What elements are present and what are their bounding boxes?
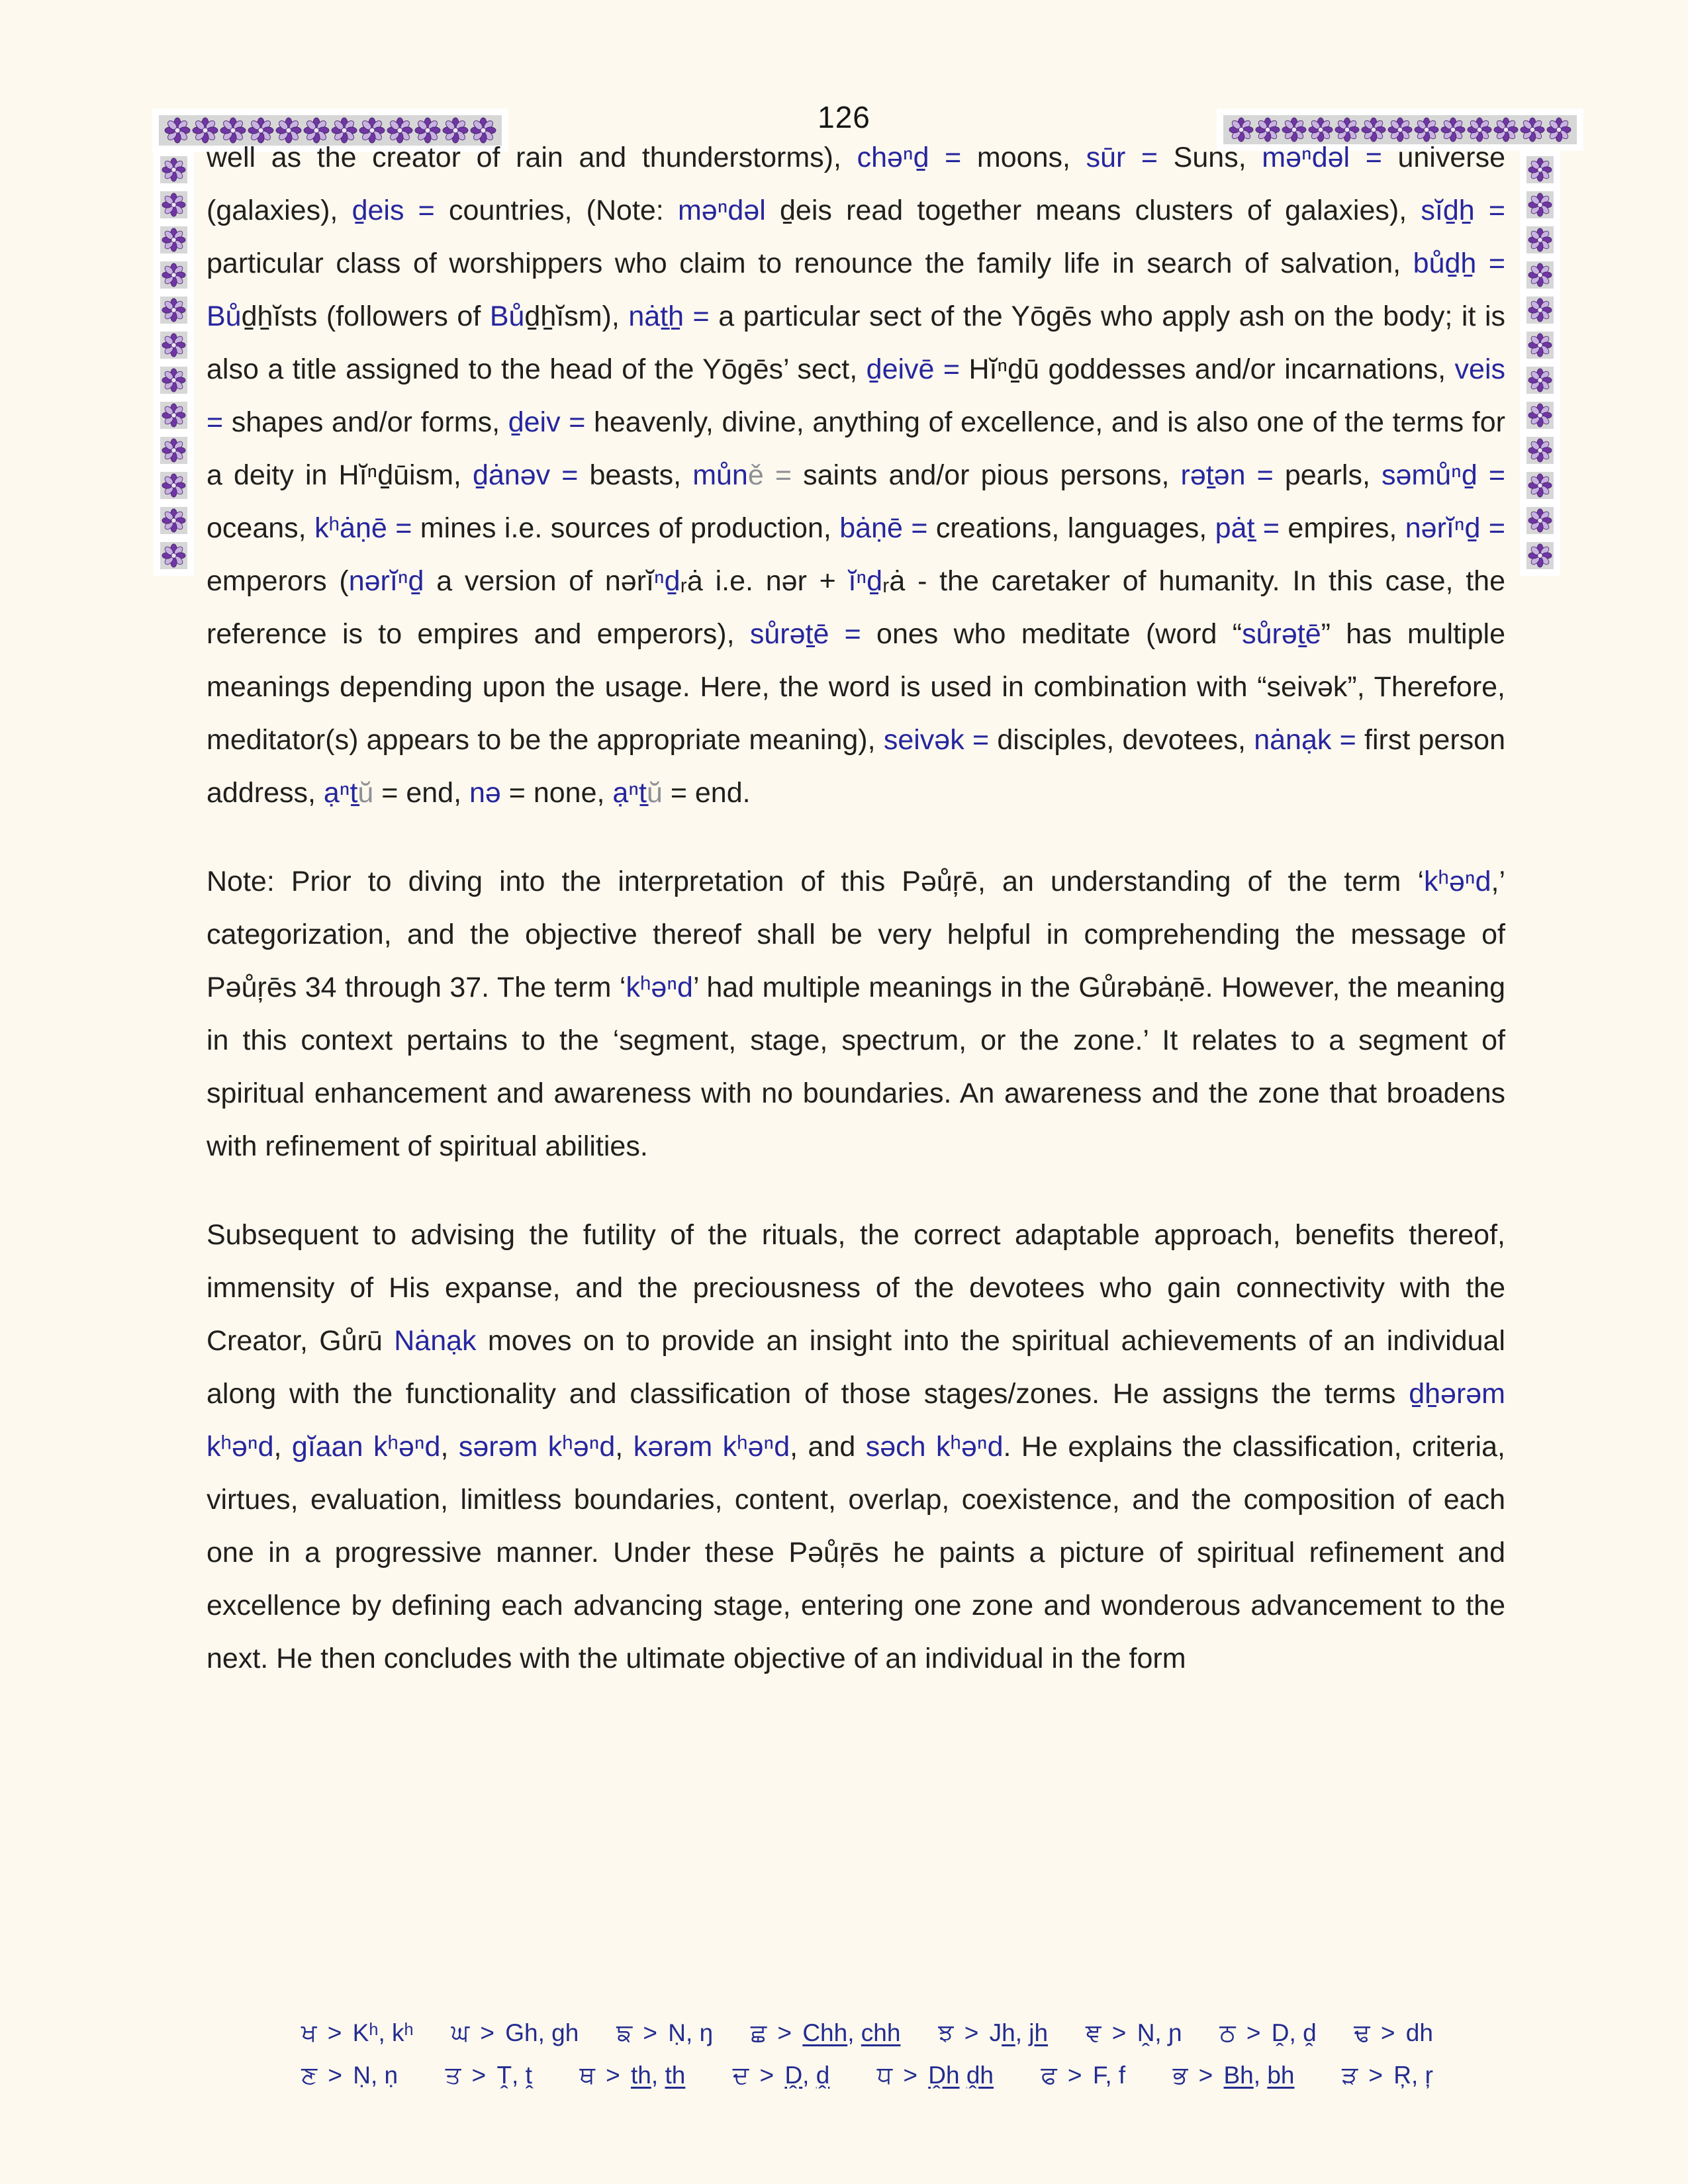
text-segment: ,: [651, 2062, 665, 2089]
text-segment: nərĭⁿd̠: [348, 565, 424, 597]
flower-tile: [1526, 332, 1554, 359]
text-segment: oceans,: [207, 512, 315, 544]
text-segment: bh: [1267, 2062, 1295, 2089]
text-segment: disciples, devotees,: [989, 724, 1254, 756]
gurmukhi-letter: ਠ: [1219, 2019, 1236, 2047]
flower-icon: [162, 403, 186, 428]
text-segment: d̠h̠ĭsm),: [524, 300, 629, 332]
flower-icon: [162, 263, 186, 287]
gurmukhi-letter: ਝ: [938, 2019, 954, 2047]
text-segment: , and: [790, 1431, 866, 1463]
text-segment: ⁿd̠: [654, 565, 680, 597]
key-separator: >: [957, 2019, 986, 2046]
text-segment: beasts,: [578, 459, 693, 491]
text-segment: heavenly, divine, anything of excellence, and is also one of the terms for a deity in Hĭⁿd̠ūism,: [207, 406, 1505, 491]
text-segment: h: [1034, 2019, 1049, 2046]
text-segment: səmůⁿd̠ =: [1382, 459, 1505, 491]
key-entry: [579, 2054, 685, 2097]
text-segment: = none,: [500, 777, 613, 809]
paragraph-glossary: [207, 131, 1505, 819]
text-segment: emperors (: [207, 565, 349, 597]
gurmukhi-letter: ਧ: [876, 2061, 893, 2089]
text-segment: Subsequent to advising the futility of the rituals, the correct adaptable approach, benefits thereof, immensity of His expanse, and the preciousness of the devotees who gain connectivity with the Creator, Gůrū: [207, 1219, 1505, 1357]
text-segment: first person address,: [207, 724, 1505, 809]
gurmukhi-letter: ੜ: [1341, 2061, 1358, 2089]
key-entry: [1354, 2012, 1433, 2054]
flower-tile: [160, 156, 187, 183]
flower-icon: [164, 117, 191, 144]
flower-icon: [1528, 543, 1552, 568]
flower-icon: [1546, 117, 1571, 142]
flower-icon: [162, 333, 186, 357]
main-text: [207, 131, 1505, 1685]
text-segment: ,: [273, 1431, 292, 1463]
flower-tile: [160, 296, 187, 324]
flower-tile: [160, 437, 187, 464]
flower-tile: [1526, 191, 1554, 218]
text-segment: Nȧnạk: [394, 1325, 477, 1357]
text-segment: th: [665, 2062, 686, 2089]
key-entry: [1173, 2054, 1295, 2097]
text-segment: Ṇ, ŋ: [668, 2019, 714, 2046]
gurmukhi-letter: ਖ: [301, 2019, 317, 2047]
text-segment: Ḓ, ḓ: [1271, 2019, 1317, 2046]
text-segment: məⁿdəl =: [1262, 142, 1382, 173]
text-segment: creations, languages,: [927, 512, 1215, 544]
flower-column: [1526, 156, 1554, 569]
key-entry: [616, 2012, 713, 2054]
text-segment: well as the creator of rain and thunderstorms),: [207, 142, 857, 173]
text-segment: sərəm kʰəⁿd: [458, 1431, 616, 1463]
flower-icon: [1528, 508, 1552, 533]
text-segment: Suns,: [1158, 142, 1262, 173]
text-segment: J: [989, 2019, 1002, 2046]
text-segment: F, f: [1092, 2062, 1126, 2089]
key-separator: >: [321, 2062, 350, 2089]
key-separator: >: [1060, 2062, 1089, 2089]
text-segment: seivək =: [883, 724, 990, 756]
text-segment: [960, 2062, 966, 2089]
flower-tile: [1526, 367, 1554, 394]
flower-icon: [162, 228, 186, 252]
key-separator: >: [1192, 2062, 1220, 2089]
key-entry: [877, 2054, 994, 2097]
flower-icon: [162, 438, 186, 463]
flower-icon: [1528, 473, 1552, 498]
key-separator: >: [1374, 2019, 1402, 2046]
flower-icon: [1528, 263, 1552, 287]
key-separator: >: [1105, 2019, 1133, 2046]
text-segment: Note: Prior to diving into the interpretation of this Pəůŗē, an understanding of the term ‘: [207, 866, 1424, 897]
flower-tile: [1526, 472, 1554, 499]
flower-icon: [162, 368, 186, 392]
text-segment: můn: [692, 459, 748, 491]
text-segment: Ŗ, ŗ: [1393, 2062, 1433, 2089]
text-segment: sūr =: [1086, 142, 1158, 173]
key-row: [301, 2054, 1433, 2097]
flower-tile: [160, 542, 187, 569]
text-segment: kʰəⁿd: [1424, 866, 1491, 897]
text-segment: nȧnạk =: [1254, 724, 1356, 756]
paragraph-overview: [207, 1208, 1505, 1685]
text-segment: pȧt̠ =: [1215, 512, 1280, 544]
text-segment: ĭⁿd̠: [848, 565, 883, 597]
text-segment: universe (galaxies),: [207, 142, 1505, 226]
text-segment: sůrət̠ē =: [749, 618, 861, 650]
flower-tile: [1520, 117, 1545, 142]
text-segment: a particular sect of the Yōgēs who apply ash on the body; it is also a title assigned to the head of the Yōgēs’ sect,: [207, 300, 1505, 385]
text-segment: ,: [802, 2062, 816, 2089]
text-segment: ᵣȧ - the caretaker of humanity. In this case, the reference is to empires and emperors),: [207, 565, 1506, 650]
text-segment: ḓ: [816, 2062, 830, 2089]
flower-tile: [1526, 542, 1554, 569]
text-segment: ,: [615, 1431, 633, 1463]
text-segment: kərəm kʰəⁿd: [633, 1431, 790, 1463]
flower-icon: [1528, 438, 1552, 463]
text-segment: ,: [1253, 2062, 1268, 2089]
text-segment: ạⁿt̠: [323, 777, 358, 809]
flower-tile: [160, 226, 187, 253]
text-segment: d̠eivē =: [866, 353, 961, 385]
flower-icon: [162, 508, 186, 533]
text-segment: = end,: [373, 777, 469, 809]
text-segment: mines i.e. sources of production,: [412, 512, 840, 544]
key-entry: [1219, 2012, 1316, 2054]
key-separator: >: [636, 2019, 665, 2046]
flower-tile: [1526, 507, 1554, 534]
gurmukhi-letter: ਦ: [732, 2061, 749, 2089]
flower-tile: [160, 402, 187, 429]
flower-tile: [160, 472, 187, 499]
flower-border-right: [1520, 150, 1560, 576]
flower-tile: [1526, 402, 1554, 429]
text-segment: sůrət̠ē: [1242, 618, 1321, 650]
key-separator: >: [771, 2019, 799, 2046]
key-separator: >: [1362, 2062, 1390, 2089]
text-segment: d̠h̠ĭsts (followers of: [241, 300, 490, 332]
flower-column: [160, 156, 187, 569]
text-segment: ’ had multiple meanings in the Gůrəbȧṇē. However, the meaning in this context pertains to the ‘segment, stage, spectrum, or the zone.’ It relates to a segment of spiritual enhancement and awareness with no boundaries. An awareness and the zone that broadens with refinement of spiritual abilities.: [207, 972, 1505, 1162]
text-segment: pearls,: [1273, 459, 1382, 491]
flower-icon: [1528, 368, 1552, 392]
key-separator: >: [473, 2019, 502, 2046]
flower-tile: [160, 261, 187, 289]
text-segment: Gh, gh: [505, 2019, 579, 2046]
gurmukhi-letter: ਭ: [1172, 2061, 1188, 2089]
text-segment: Bů: [207, 300, 242, 332]
key-entry: [1041, 2054, 1125, 2097]
text-segment: rət̠ən =: [1180, 459, 1274, 491]
text-segment: a version of nərĭ: [424, 565, 654, 597]
text-segment: saints and/or pious persons,: [792, 459, 1181, 491]
text-segment: Bů: [489, 300, 525, 332]
key-entry: [1342, 2054, 1433, 2097]
key-entry: [445, 2054, 532, 2097]
flower-tile: [164, 117, 191, 144]
key-separator: >: [896, 2062, 925, 2089]
text-segment: nə: [469, 777, 501, 809]
text-segment: h: [1002, 2019, 1015, 2046]
flower-tile: [160, 367, 187, 394]
text-segment: shapes and/or forms,: [223, 406, 508, 438]
key-entry: [1086, 2012, 1182, 2054]
text-segment: sĭd̠h̠ =: [1421, 195, 1505, 226]
text-segment: ḓh: [966, 2062, 994, 2089]
text-segment: Bh: [1223, 2062, 1254, 2089]
text-segment: countries, (Note:: [434, 195, 678, 226]
text-segment: th: [631, 2062, 651, 2089]
key-entry: [301, 2012, 414, 2054]
key-row: [301, 2012, 1433, 2054]
text-segment: səch kʰəⁿd: [865, 1431, 1004, 1463]
key-entry: [751, 2012, 901, 2054]
flower-tile: [160, 191, 187, 218]
text-segment: d̠h̠ərəm kʰəⁿd: [207, 1378, 1505, 1463]
flower-icon: [162, 193, 186, 217]
flower-icon: [1528, 158, 1552, 182]
text-segment: chəⁿd̠ =: [857, 142, 962, 173]
flower-icon: [1528, 333, 1552, 357]
text-segment: ŭ: [646, 777, 663, 809]
text-segment: moves on to provide an insight into the spiritual achievements of an individual along with the functionality and classification of those stages/zones. He assigns the terms: [207, 1325, 1505, 1410]
key-entry: [938, 2012, 1048, 2054]
gurmukhi-letter: ਥ: [579, 2061, 595, 2089]
text-segment: nərĭⁿd̠ =: [1405, 512, 1505, 544]
text-segment: Ḓh: [928, 2062, 960, 2089]
text-segment: ě =: [747, 459, 792, 491]
key-separator: >: [753, 2062, 781, 2089]
text-segment: moons,: [961, 142, 1086, 173]
text-segment: Kʰ, kʰ: [352, 2019, 414, 2046]
flower-icon: [162, 158, 186, 182]
text-segment: Ḓ: [784, 2062, 803, 2089]
flower-icon: [1528, 228, 1552, 252]
text-segment: d̠eis =: [352, 195, 435, 226]
text-segment: nȧt̠h̠ =: [628, 300, 710, 332]
text-segment: dh: [1405, 2019, 1433, 2046]
text-segment: chh: [861, 2019, 901, 2046]
text-segment: . He explains the classification, criteria, virtues, evaluation, limitless boundaries, content, overlap, coexistence, and the composition of each one in a progressive manner. Under these Pəůŗēs he paints a picture of spiritual refinement and excellence by defining each advancing stage, entering one zone and wonderous advancement to the next. He then concludes with the ultimate objective of an individual in the form: [207, 1431, 1505, 1674]
flower-icon: [162, 298, 186, 322]
text-segment: , j: [1015, 2019, 1035, 2046]
flower-icon: [1528, 193, 1552, 217]
text-segment: ᵣȧ i.e. nər +: [680, 565, 849, 597]
gurmukhi-letter: ਛ: [750, 2019, 767, 2047]
flower-tile: [1526, 226, 1554, 253]
gurmukhi-letter: ਞ: [1085, 2019, 1102, 2047]
flower-tile: [1526, 156, 1554, 183]
text-segment: məⁿdəl: [677, 195, 766, 226]
text-segment: ,’ categorization, and the objective thereof shall be very helpful in comprehending the message of Pəůŗēs 34 through 37. The term ‘: [207, 866, 1505, 1003]
text-segment: Ṋ, ɲ: [1137, 2019, 1182, 2046]
text-segment: d̠eiv =: [508, 406, 586, 438]
text-segment: kʰȧṇē =: [314, 512, 412, 544]
paragraph-note: [207, 855, 1505, 1173]
key-separator: >: [598, 2062, 628, 2089]
text-segment: gĭaan kʰəⁿd: [291, 1431, 441, 1463]
page-number: 126: [818, 100, 870, 134]
text-segment: kʰəⁿd: [626, 972, 693, 1003]
text-segment: veis =: [207, 353, 1506, 438]
transliteration-key: [301, 2012, 1433, 2097]
gurmukhi-letter: ਤ: [445, 2061, 461, 2089]
flower-tile: [1526, 296, 1554, 324]
text-segment: ạⁿt̠: [612, 777, 647, 809]
text-segment: empires,: [1279, 512, 1405, 544]
key-entry: [451, 2012, 579, 2054]
text-segment: d̠ȧnəv =: [472, 459, 579, 491]
flower-tile: [1546, 117, 1571, 142]
flower-icon: [162, 473, 186, 498]
text-segment: d̠eis read together means clusters of galaxies),: [765, 195, 1421, 226]
text-segment: ones who meditate (word “: [861, 618, 1243, 650]
text-segment: ” has multiple meanings depending upon the usage. Here, the word is used in combination with “seivək”, Therefore, meditator(s) appears to be the appropriate meaning),: [207, 618, 1505, 756]
text-segment: ,: [440, 1431, 459, 1463]
flower-tile: [160, 507, 187, 534]
text-segment: bȧṇē =: [839, 512, 928, 544]
flower-border-left: [154, 150, 194, 576]
flower-tile: [1526, 261, 1554, 289]
flower-tile: [1526, 437, 1554, 464]
key-separator: >: [320, 2019, 349, 2046]
key-entry: [733, 2054, 830, 2097]
text-segment: Ṇ, ṇ: [353, 2062, 399, 2089]
text-segment: = end.: [662, 777, 751, 809]
key-separator: >: [465, 2062, 493, 2089]
gurmukhi-letter: ਢ: [1354, 2019, 1370, 2047]
text-segment: Ṱ, ṱ: [496, 2062, 532, 2089]
flower-icon: [1520, 117, 1545, 142]
gurmukhi-letter: ਘ: [451, 2019, 470, 2047]
gurmukhi-letter: ਫ: [1041, 2061, 1057, 2089]
text-segment: Chh: [802, 2019, 848, 2046]
text-segment: ŭ: [357, 777, 374, 809]
text-segment: bůd̠h̠ =: [1413, 248, 1506, 279]
gurmukhi-letter: ਣ: [301, 2061, 318, 2089]
key-separator: >: [1239, 2019, 1268, 2046]
text-segment: particular class of worshippers who claim to renounce the family life in search of salvation,: [207, 248, 1413, 279]
flower-tile: [160, 332, 187, 359]
flower-icon: [162, 543, 186, 568]
flower-icon: [1528, 403, 1552, 428]
gurmukhi-letter: ਙ: [616, 2019, 633, 2047]
key-entry: [301, 2054, 398, 2097]
text-segment: Hĭⁿd̠ū goddesses and/or incarnations,: [960, 353, 1455, 385]
flower-icon: [1528, 298, 1552, 322]
text-segment: ,: [847, 2019, 861, 2046]
